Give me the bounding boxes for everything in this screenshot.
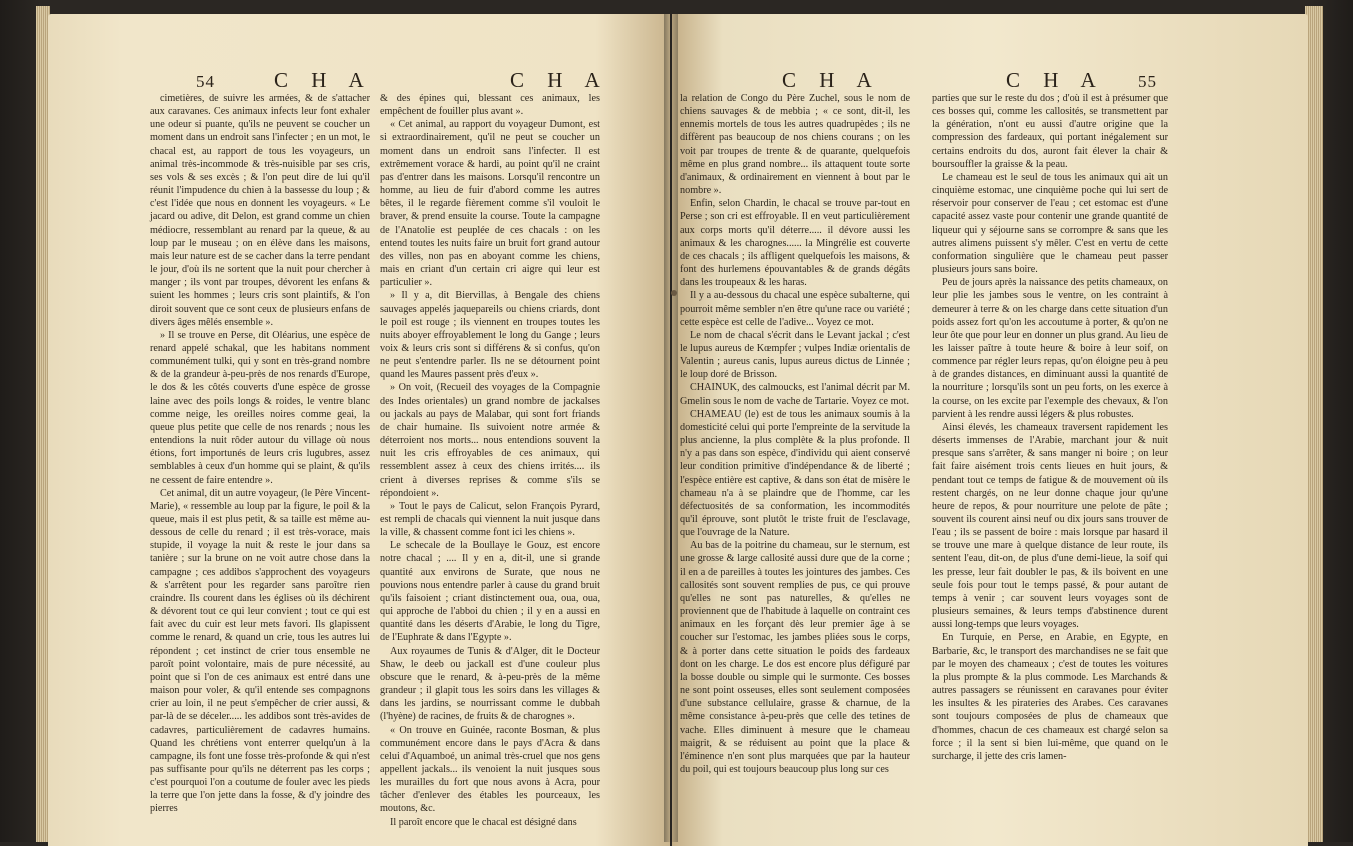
paragraph: parties que sur le reste du dos ; d'où il est à présumer que ces bosses qui, comme les callosités, se transmettent par la génération, n'ont eu aussi d'autre origine que la compression des fardeaux, qui portant inégalement sur certains endroits du dos, auront fait élever la chair & boursouffler la graisse & la peau. [932, 93, 1168, 170]
left-page-column-1 [150, 92, 370, 815]
paragraph: Aux royaumes de Tunis & d'Alger, dit le Docteur Shaw, le deeb ou jackall est d'une couleur plus obscure que le renard, & à-peu-près de la même grandeur ; il glapit tous les soirs dans les villages & dans les jardins, se nourrissant comme le dubbah (l'hyène) de racines, de fruits & de charognes ». [380, 645, 600, 723]
paragraph: » On voit, (Recueil des voyages de la Compagnie des Indes orientales) un grand nombre de jackalses ou jackals au pays de Malabar, qui sont fort friands de chair humaine. Ils suivoient notre armée & déterroient nos morts... nous entendions souvent la nuit les cris effroyables de ces animaux, qui ressemblent assez à ceux des chiens irrités.... ils crient à diverses reprises & comme s'ils se répondoient ». [380, 382, 600, 499]
paragraph: Ainsi élevés, les chameaux traversent rapidement les déserts immenses de l'Arabie, marchant jour & nuit presque sans s'arrêter, & sans manger ni boire ; on leur fait faire aisément trois cents lieues en huit jours, & pendant tout ce temps de fatigue & de mouvement où ils restent chargés, on ne leur donne chaque jour qu'une heure de repos, & pour nourriture une pelote de pâte ; souvent ils courent ainsi neuf ou dix jours sans trouver de l'eau ; ils se passent de boire : mais lorsque par hasard il se trouve une mare à quelque distance de leur route, ils sentent l'eau, dit-on, de plus d'une demi-lieue, la soif qui les presse, leur fait doubler le pas, & ils boivent en une seule fois pour tout le temps passé, & pour autant de temps à venir ; car souvent leurs voyages sont de plusieurs semaines, & leurs temps d'abstinence durent aussi long-temps que leurs voyages. [932, 421, 1168, 631]
right-page-header [734, 56, 1174, 90]
paragraph: & des épines qui, blessant ces animaux, les empêchent de fouiller plus avant ». [380, 93, 600, 118]
right-page-number: 55 [1138, 72, 1157, 91]
left-running-head-1: C H A [274, 68, 373, 92]
left-running-head-2: C H A [510, 68, 609, 92]
paragraph: Au bas de la poitrine du chameau, sur le sternum, est une grosse & large callosité aussi dure que de la corne ; il en a de pareilles à toutes les jointures des jambes. Ces callosités sont souvent remplies de pus, ce qui prouve qu'elles ne sont pas naturelles, & qu'elles ne proviennent que de l'habitude à laquelle on contraint ces animaux en les forçant dès leur premier âge à se coucher sur l'estomac, les jambes pliées sous le corps, & à porter dans cette situation le poids des fardeaux dont on les charge. Le dos est encore plus défiguré par la bosse double ou simple qui le surmonte. Ces bosses ne sont point osseuses, elles sont seulement composées d'une substance cellulaire, grasse & charnue, de la même consistance à-peu-près que celle des tetines de vache. Elles diminuent à mesure que le chameau maigrit, & se réduisent au point que la place & l'éminence n'en sont plus marquées que par la hauteur du poil, qui est toujours beaucoup plus long sur ces [680, 540, 910, 775]
paragraph: Le schecale de la Boullaye le Gouz, est encore notre chacal ; .... Il y en a, dit-il, une si grande quantité aux environs de Surate, que nous ne pouvions nous entendre parler à cause du grand bruit qu'ils faisoient ; criant distinctement oua, oua, oua, qui approche de l'abboi du chien ; il y en a aussi en quantité dans les déserts d'Arabie, le long du Tigre, de l'Euphrate & dans l'Egypte ». [380, 540, 600, 644]
paragraph: « On trouve en Guinée, raconte Bosman, & plus communément encore dans le pays d'Acra & dans celui d'Aquamboé, un animal très-cruel que nos gens appellent jackals... ils venoient la nuit jusques sous les murailles du fort que nous avons à Acra, pour tâcher d'enlever des étables les pourceaux, les moutons, &c. [380, 724, 600, 815]
paragraph: » Il se trouve en Perse, dit Oléarius, une espèce de renard appelé schakal, que les habitans nomment communément tulki, qui y sont en très-grand nombre & de la grandeur à-peu-près de nos renards d'Europe, le dos & les côtés couverts d'une espèce de grosse laine avec des poils longs & roides, le ventre blanc comme neige, les oreilles noires comme geai, la queue plus petite que celle de nos renards ; nous les entendions la nuit rôder autour du village où nous étions, fort importunés de leurs cris lugubres, assez semblables à ceux d'un homme qui se plaint, & qu'ils ne cessent de faire entendre ». [150, 329, 370, 486]
paragraph: cimetières, de suivre les armées, & de s'attacher aux caravanes. Ces animaux infects leur font exhaler une odeur si puante, qu'ils ne peuvent se coucher un moment dans un endroit sans l'infecter ; en un mot, le chacal est, au rapport de tous les voyageurs, un animal très-incommode & très-nuisible par ses cris, ses vols & ses excès ; & l'on peut dire de lui qu'il réunit l'impudence du chien à la bassesse du loup ; & c'est l'idée que nous en donnent les voyageurs. « Le jacard ou adive, dit Delon, est grand comme un chien médiocre, ressemblant au renard par la queue, & au loup par le museau ; on en élève dans les maisons, mais leur nature est de se cacher dans la terre pendant le jour, d'où ils ne sortent que la nuit pour chercher à manger ; ils vont par troupes, dévorent les enfans & suient les hommes ; leurs cris sont plaintifs, & l'on diroit souvent que ce sont ceux de plusieurs enfans de divers âges mêlés ensemble ». [150, 93, 370, 328]
paragraph: » Il y a, dit Biervillas, à Bengale des chiens sauvages appelés jaquepareils ou chiens criards, dont le poil est rouge ; ils viennent en troupes toutes les nuits aboyer effroyablement le long du Gange ; leurs voix & leurs cris sont si différens & si confus, qu'on ne peut s'entendre parler. Ils ne se détournent point quand les Maures passent près d'eux ». [380, 290, 600, 381]
left-page-header [196, 56, 616, 90]
paragraph: Cet animal, dit un autre voyageur, (le Père Vincent-Marie), « ressemble au loup par la figure, le poil & la queue, mais il est plus petit, & sa taille est même au-dessous de celle du renard ; il est très-vorace, mais stupide, il voyage la nuit & reste le jour dans sa tanière ; sur la brune on ne voit autre chose dans la campagne ; ces addibos s'approchent des voyageurs & s'arrêtent pour les regarder sans paroître rien craindre. Ils courent dans les églises où ils déchirent & dévorent tout ce qui leur convient ; tout ce qui est fait avec du cuir est leur mets favori. Ils glapissent comme le renard, & quand un crie, tous les autres lui répondent ; cet instinct de crier tous ensemble ne paroît point volontaire, mais de pure nécessité, au point que si l'on de ces animaux est entré dans une maison pour voler, & qu'il entende ses compagnons crier au loin, il ne peut s'empêcher de crier aussi, & par-là de se déceler..... les addibos sont très-avides de cadavres, particulièrement de cadavres humains. Quand les chrétiens vont enterrer quelqu'un à la campagne, ils font une fosse très-profonde & qui n'est pas suffisante pour qu'ils ne déterrent pas les corps ; c'est pourquoi l'on a coutume de fouler avec les pieds la terre que l'on jette dans la fosse, & d'y joindre des pierres [150, 487, 370, 815]
paragraph: Il paroît encore que le chacal est désigné dans [390, 816, 577, 828]
paragraph: » Tout le pays de Calicut, selon François Pyrard, est rempli de chacals qui viennent la nuit jusque dans la ville, & chassent comme font ici les chiens ». [380, 500, 600, 539]
paragraph: « Cet animal, au rapport du voyageur Dumont, est si extraordinairement, qu'il ne peut se coucher un moment dans un endroit sans l'infecter. Il est extrêmement vorace & hardi, au point qu'il ne craint pas d'entrer dans les maisons. Lorsqu'il rencontre un homme, au lieu de fuir d'abord comme les autres bêtes, il le regarde fièrement comme s'il vouloit le braver, & prend ensuite la course. Toute la campagne de l'Anatolie est peuplée de ces chacals : on les entend toutes les nuits faire un bruit fort grand autour des villes, non pas en aboyant comme les chiens, mais en criant d'un certain cri aigre qui leur est particulier ». [380, 119, 600, 289]
book-gutter [664, 14, 678, 842]
paragraph: Le nom de chacal s'écrit dans le Levant jackal ; c'est le lupus aureus de Kœmpfer ; vulpes Indiæ orientalis de Valentin ; aureus canis, lupus aureus dictus de Linnée ; le loup doré de Brisson. [680, 329, 910, 381]
left-page-column-2 [380, 92, 600, 828]
paragraph: Peu de jours après la naissance des petits chameaux, on leur plie les jambes sous le ventre, on les contraint à demeurer à terre & on les charge dans cette situation d'un poids assez fort qu'on les accoutume à porter, & qu'on ne leur ôte que pour leur en donner un plus grand. Au lieu de les laisser paître à toute heure & boire à leur soif, on commence par régler leurs repas, qu'on éloigne peu à peu à de grandes distances, en diminuant aussi la quantité de la nourriture ; lorsqu'ils sont un peu forts, on les exerce à la course, on les excite par l'exemple des chevaux, & l'on parvient à les rendre aussi légers & plus robustes. [932, 277, 1168, 420]
left-page-number: 54 [196, 72, 215, 91]
spine-dot [671, 290, 677, 296]
paragraph: Le chameau est le seul de tous les animaux qui ait un cinquième estomac, une cinquième poche qui lui sert de réservoir pour conserver de l'eau ; cet estomac est d'une capacité assez vaste pour contenir une grande quantité de liqueur qui y séjourne sans se corrompre & sans que les autres alimens puissent s'y mêler. C'est en vertu de cette conformation singulière que le chameau peut passer plusieurs jours sans boire. [932, 171, 1168, 276]
right-page-column-1 [680, 92, 910, 812]
paragraph: Enfin, selon Chardin, le chacal se trouve par-tout en Perse ; son cri est effroyable. Il en veut particulièrement aux corps morts qu'il déterre..... il dévore aussi les animaux & les charognes...... la Mingrélie est couverte de ces chacals ; ils affligent quelquefois les maisons, & font des hurlemens épouvantables & de grands dégâts dans les troupeaux & les haras. [680, 198, 910, 289]
right-page-column-2 [932, 92, 1168, 812]
paragraph: la relation de Congo du Père Zuchel, sous le nom de chiens sauvages & de mebbia ; « ce sont, dit-il, les ennemis mortels de tous les autres quadrupèdes ; ils ne diffèrent pas beaucoup de nos chiens courans ; on les voit par troupes de trente & de quarante, quelquefois même en plus grand nombre... ils attaquent toute sorte d'animaux, & ordinairement en viennent à bout par le nombre ». [680, 93, 910, 197]
paragraph: CHAINUK, des calmoucks, est l'animal décrit par M. Gmelin sous le nom de vache de Tartarie. Voyez ce mot. [680, 382, 910, 407]
right-running-head-2: C H A [1006, 68, 1105, 92]
paragraph: CHAMEAU (le) est de tous les animaux soumis à la domesticité celui qui porte l'empreinte de la servitude la plus ancienne, la plus complète & la plus profonde. Il n'y a pas dans son espèce, d'individu qui aient conservé leur condition primitive d'indépendance & de liberté ; l'espèce entière est captive, & dans son état de misère le chameau n'a à se plaindre que de l'homme, car les défectuosités de sa conformation, les incommodités qu'il éprouve, sont plutôt le triste fruit de l'esclavage, que l'ouvrage de la Nature. [680, 408, 910, 539]
right-running-head-1: C H A [782, 68, 881, 92]
paragraph: En Turquie, en Perse, en Arabie, en Egypte, en Barbarie, &c, le transport des marchandises ne se fait que par le moyen des chameaux ; c'est de toutes les voitures la plus prompte & la plus commode. Les Marchands & autres passagers se réunissent en caravanes pour éviter les insultes & les pirateries des Arabes. Ces caravanes sont toujours composées de plus de chameaux que d'hommes, chacun de ces chameaux est chargé selon sa force ; il la sent si bien lui-même, que quand on le surcharge, il jette des cris lamen- [932, 632, 1168, 762]
paragraph: Il y a au-dessous du chacal une espèce subalterne, qui pourroit même sembler n'en être qu'une race ou variété ; cette espèce est celle de l'adive... Voyez ce mot. [680, 290, 910, 328]
